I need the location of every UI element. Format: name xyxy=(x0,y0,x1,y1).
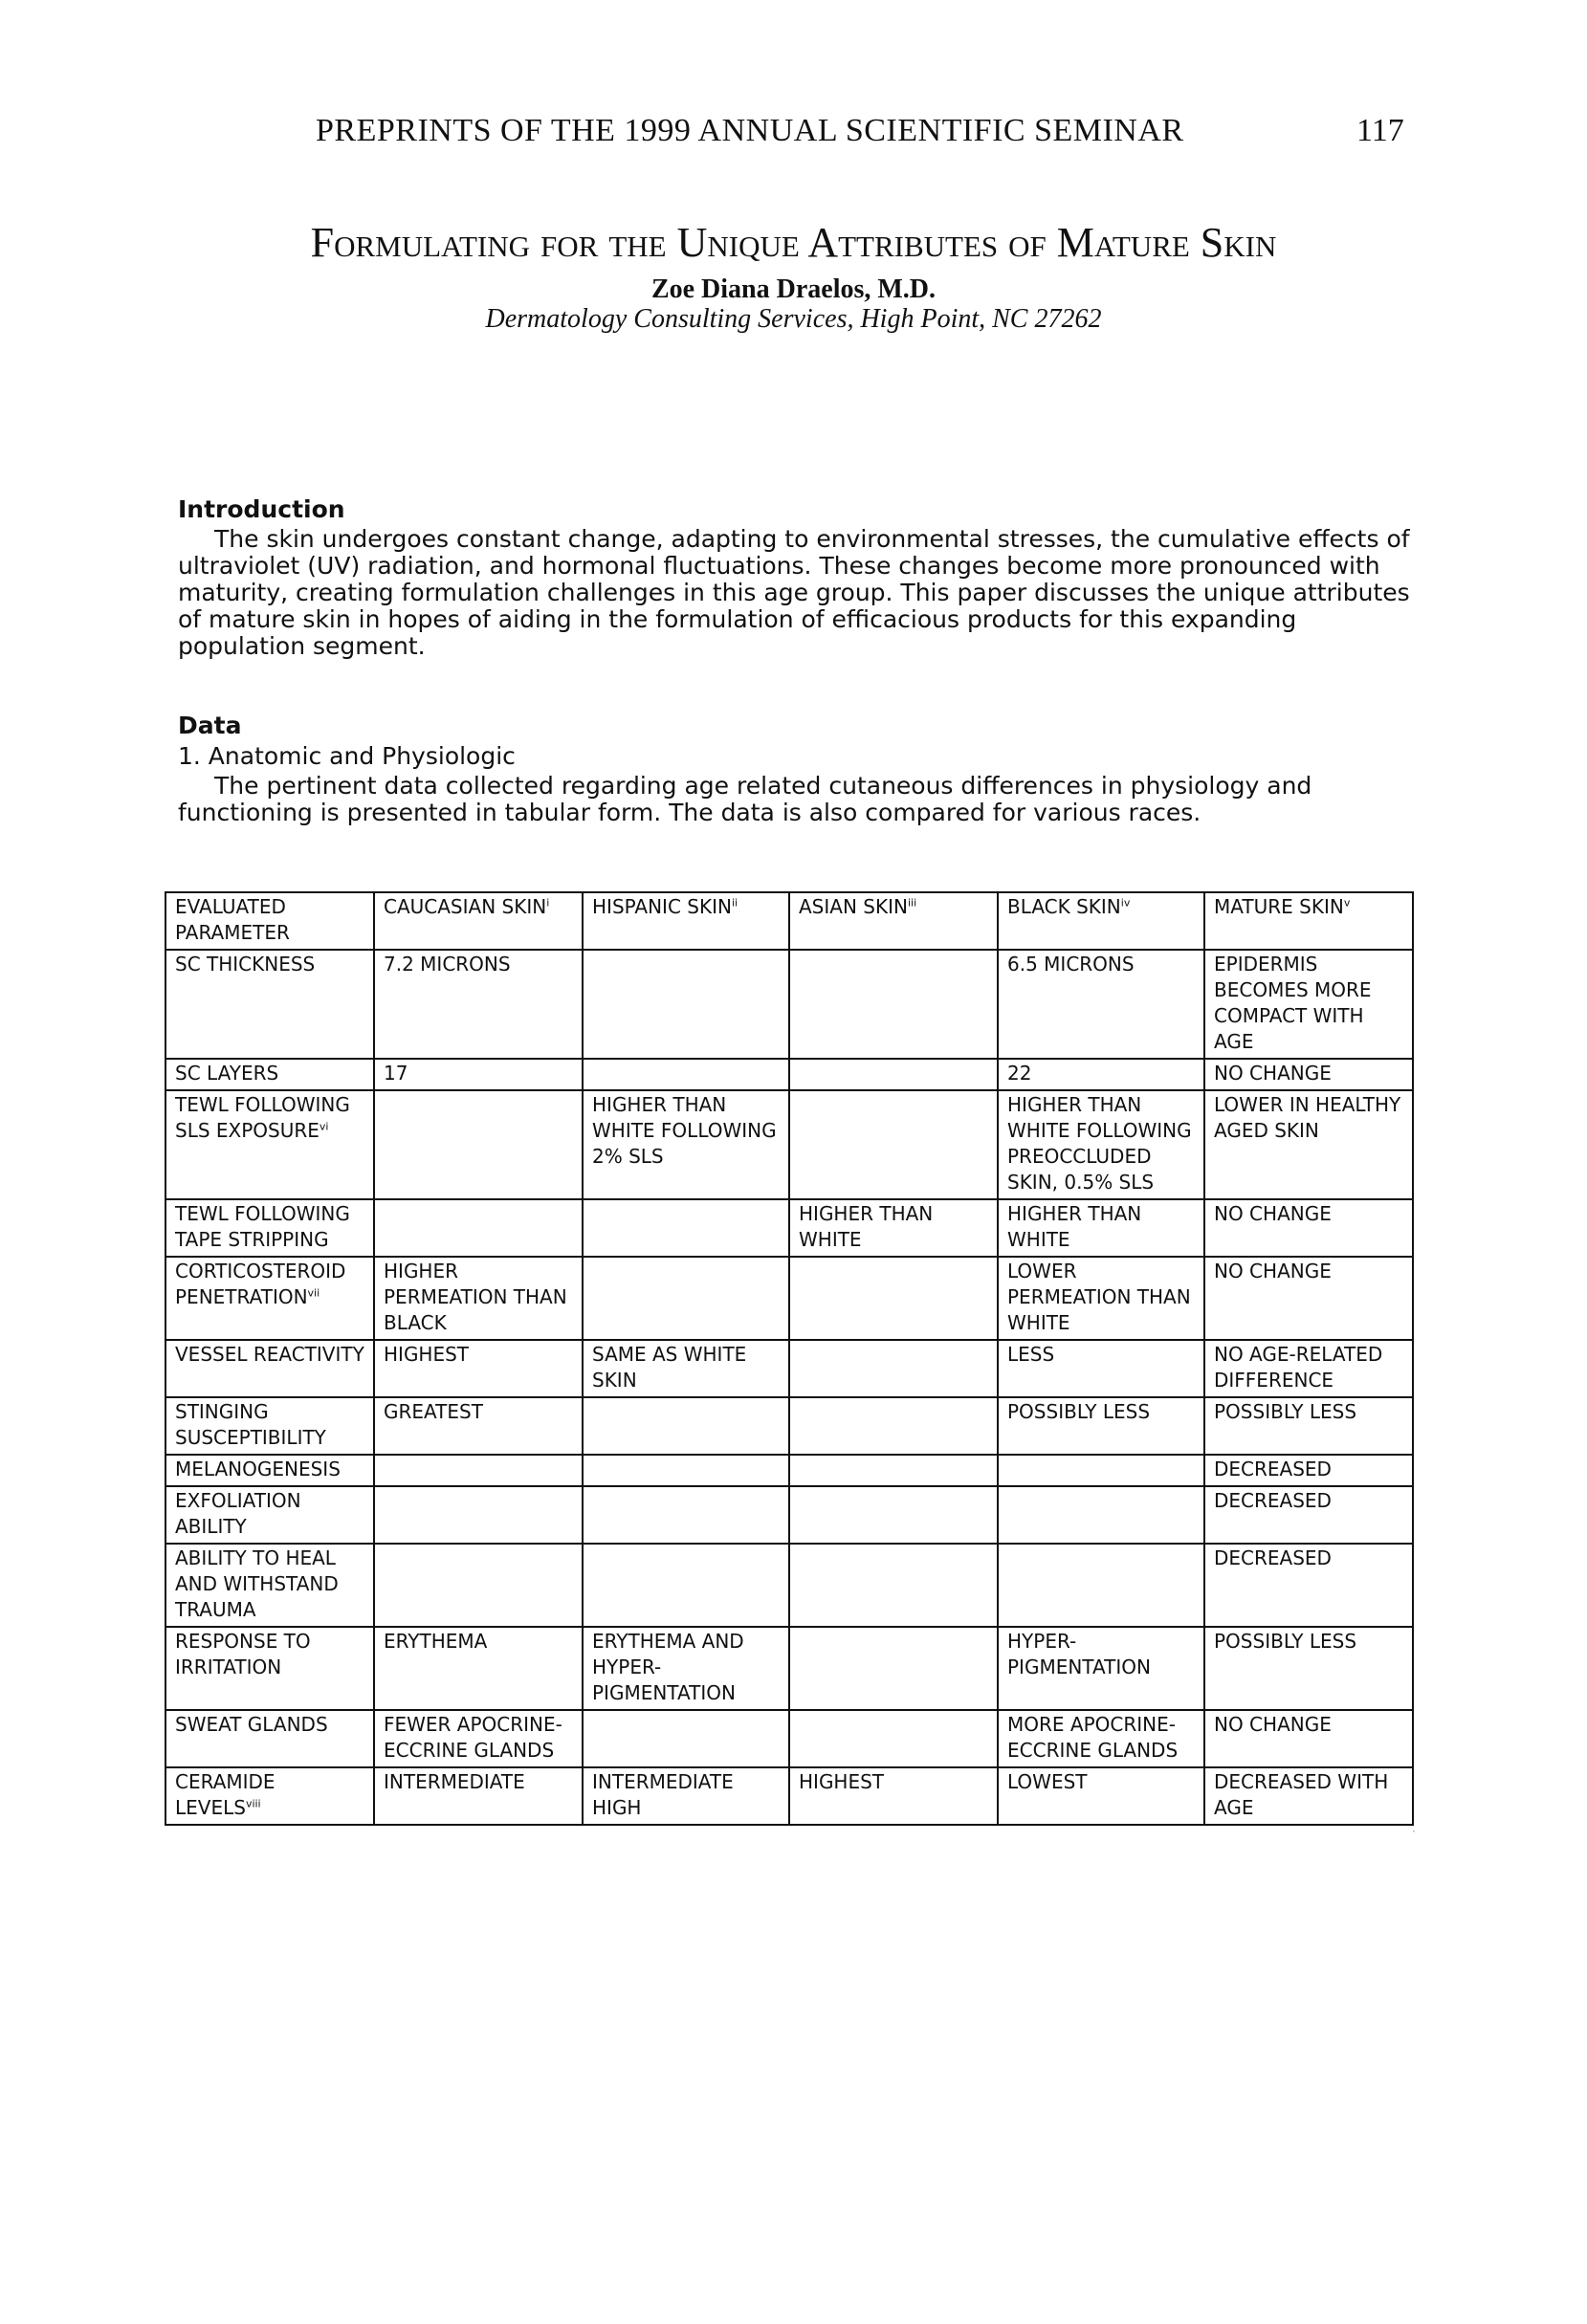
table-cell: EPIDERMIS BECOMES MORE COMPACT WITH AGE xyxy=(1204,950,1413,1059)
table-cell: INTERMEDIATE HIGH xyxy=(583,1767,789,1825)
column-header xyxy=(583,892,789,950)
parameter-cell xyxy=(165,1257,374,1340)
table-cell: GREATEST xyxy=(374,1397,583,1455)
table-row xyxy=(165,950,1413,1059)
table-cell: DECREASED xyxy=(1204,1455,1413,1486)
citation-marker: v xyxy=(1343,896,1351,910)
table-row xyxy=(165,1710,1413,1767)
parameter-label: RESPONSE TO IRRITATION xyxy=(175,1630,311,1678)
table-cell: 17 xyxy=(374,1059,583,1090)
table-cell: HIGHEST xyxy=(789,1767,998,1825)
table-cell xyxy=(998,1455,1204,1486)
scan-mark: · xyxy=(1412,1825,1416,1838)
table-cell: HIGHER THAN WHITE FOLLOWING 2% SLS xyxy=(583,1090,789,1199)
column-header-label: MATURE SKIN xyxy=(1214,895,1344,918)
table-row xyxy=(165,1059,1413,1090)
table-cell: LOWER PERMEATION THAN WHITE xyxy=(998,1257,1204,1340)
table-cell xyxy=(789,1455,998,1486)
column-header-label: CAUCASIAN SKIN xyxy=(384,895,547,918)
article-affiliation: Dermatology Consulting Services, High Point, NC 27262 xyxy=(485,304,1102,334)
parameter-cell xyxy=(165,1397,374,1455)
data-heading: Data xyxy=(178,712,242,739)
column-header-label: BLACK SKIN xyxy=(1007,895,1121,918)
parameter-label: TEWL FOLLOWING TAPE STRIPPING xyxy=(175,1202,350,1251)
table-cell: DECREASED xyxy=(1204,1486,1413,1544)
citation-marker: iv xyxy=(1120,896,1131,910)
table-row xyxy=(165,1340,1413,1397)
table-cell: HIGHEST xyxy=(374,1340,583,1397)
table-cell xyxy=(789,1340,998,1397)
table-cell: 7.2 MICRONS xyxy=(374,950,583,1059)
table-cell: NO CHANGE xyxy=(1204,1059,1413,1090)
table-cell xyxy=(789,1544,998,1627)
table-cell xyxy=(583,1257,789,1340)
parameter-cell xyxy=(165,1455,374,1486)
table-cell xyxy=(583,1710,789,1767)
table-cell xyxy=(374,1544,583,1627)
table-cell xyxy=(789,1059,998,1090)
table-cell xyxy=(583,1455,789,1486)
table-cell: INTERMEDIATE xyxy=(374,1767,583,1825)
table-header xyxy=(165,892,1413,950)
table-cell: HYPER-PIGMENTATION xyxy=(998,1627,1204,1710)
table-cell: 6.5 MICRONS xyxy=(998,950,1204,1059)
table-cell: HIGHER PERMEATION THAN BLACK xyxy=(374,1257,583,1340)
introduction-paragraph: The skin undergoes constant change, adapting to environmental stresses, the cumulative effects of ultraviolet (UV) radiation, and hormonal fluctuations. These changes become more pronounced with maturity, creating formulation challenges in this age group. This paper discusses the unique attributes of mature skin in hopes of aiding in the formulation of efficacious products for this expanding population segment. xyxy=(178,525,1410,660)
parameter-cell xyxy=(165,1767,374,1825)
citation-marker: iii xyxy=(907,896,917,910)
anatomic-subheading: 1. Anatomic and Physiologic xyxy=(178,742,516,770)
table-cell xyxy=(583,1544,789,1627)
table-row xyxy=(165,1627,1413,1710)
parameter-label: CORTICOSTEROID PENETRATION xyxy=(175,1260,346,1308)
citation-marker: i xyxy=(546,896,550,910)
parameter-cell xyxy=(165,1710,374,1767)
parameter-cell xyxy=(165,1090,374,1199)
table-row xyxy=(165,1090,1413,1199)
parameter-cell xyxy=(165,950,374,1059)
column-header xyxy=(165,892,374,950)
column-header xyxy=(998,892,1204,950)
table-cell: NO CHANGE xyxy=(1204,1710,1413,1767)
table-cell: FEWER APOCRINE-ECCRINE GLANDS xyxy=(374,1710,583,1767)
table-cell xyxy=(583,950,789,1059)
table-cell: 22 xyxy=(998,1059,1204,1090)
table-cell: NO AGE-RELATED DIFFERENCE xyxy=(1204,1340,1413,1397)
table-cell xyxy=(789,1397,998,1455)
parameter-label: SC THICKNESS xyxy=(175,953,316,976)
introduction-heading: Introduction xyxy=(178,495,345,523)
table-row xyxy=(165,1397,1413,1455)
table-cell: ERYTHEMA AND HYPER-PIGMENTATION xyxy=(583,1627,789,1710)
parameter-cell xyxy=(165,1544,374,1627)
article-author: Zoe Diana Draelos, M.D. xyxy=(650,274,937,304)
parameter-label: SWEAT GLANDS xyxy=(175,1713,328,1736)
table-cell xyxy=(583,1486,789,1544)
article-title: Formulating for the Unique Attributes of Mature Skin xyxy=(310,219,1277,266)
table-cell xyxy=(998,1544,1204,1627)
parameter-label: STINGING SUSCEPTIBILITY xyxy=(175,1400,326,1449)
running-header-title: PREPRINTS OF THE 1999 ANNUAL SCIENTIFIC SEMINAR xyxy=(316,113,1184,148)
table-cell xyxy=(789,1627,998,1710)
parameter-label: ABILITY TO HEAL AND WITHSTAND TRAUMA xyxy=(175,1546,339,1621)
data-paragraph: The pertinent data collected regarding age related cutaneous differences in physiology and functioning is presented in tabular form. The data is also compared for various races. xyxy=(178,772,1312,826)
citation-marker: vii xyxy=(307,1286,320,1300)
table-cell: HIGHER THAN WHITE FOLLOWING PREOCCLUDED SKIN, 0.5% SLS xyxy=(998,1090,1204,1199)
parameter-label: SC LAYERS xyxy=(175,1062,279,1085)
table-body xyxy=(165,950,1413,1825)
table-row xyxy=(165,1455,1413,1486)
column-header xyxy=(1204,892,1413,950)
column-header-label: EVALUATED PARAMETER xyxy=(175,895,290,944)
column-header xyxy=(374,892,583,950)
table-cell xyxy=(998,1486,1204,1544)
table-cell: LOWER IN HEALTHY AGED SKIN xyxy=(1204,1090,1413,1199)
table-cell: NO CHANGE xyxy=(1204,1257,1413,1340)
parameter-cell xyxy=(165,1340,374,1397)
citation-marker: vi xyxy=(319,1120,329,1133)
table-cell xyxy=(789,1710,998,1767)
table-row xyxy=(165,1486,1413,1544)
parameter-label: MELANOGENESIS xyxy=(175,1458,341,1480)
table-cell: POSSIBLY LESS xyxy=(1204,1397,1413,1455)
table-cell: LESS xyxy=(998,1340,1204,1397)
parameter-cell xyxy=(165,1486,374,1544)
table-cell xyxy=(789,950,998,1059)
table-row xyxy=(165,1544,1413,1627)
parameter-label: CERAMIDE LEVELS xyxy=(175,1770,276,1819)
table-cell: ERYTHEMA xyxy=(374,1627,583,1710)
table-cell: DECREASED xyxy=(1204,1544,1413,1627)
table-cell: POSSIBLY LESS xyxy=(998,1397,1204,1455)
column-header-label: HISPANIC SKIN xyxy=(592,895,732,918)
column-header xyxy=(789,892,998,950)
table-cell: HIGHER THAN WHITE xyxy=(789,1199,998,1257)
table-cell xyxy=(583,1059,789,1090)
table-row xyxy=(165,1199,1413,1257)
parameter-cell xyxy=(165,1199,374,1257)
table-cell xyxy=(789,1257,998,1340)
parameter-cell xyxy=(165,1627,374,1710)
skin-attributes-table xyxy=(165,891,1414,1826)
table-cell xyxy=(374,1455,583,1486)
citation-marker: viii xyxy=(245,1797,261,1810)
table-header-row xyxy=(165,892,1413,950)
table-cell: SAME AS WHITE SKIN xyxy=(583,1340,789,1397)
table-cell: HIGHER THAN WHITE xyxy=(998,1199,1204,1257)
table-cell: NO CHANGE xyxy=(1204,1199,1413,1257)
parameter-cell xyxy=(165,1059,374,1090)
table-cell xyxy=(583,1397,789,1455)
table-row xyxy=(165,1767,1413,1825)
table-cell xyxy=(374,1090,583,1199)
table-cell xyxy=(789,1090,998,1199)
table-cell: MORE APOCRINE-ECCRINE GLANDS xyxy=(998,1710,1204,1767)
table-row xyxy=(165,1257,1413,1340)
table-cell xyxy=(789,1486,998,1544)
citation-marker: ii xyxy=(731,896,738,910)
page-number: 117 xyxy=(1356,113,1404,148)
column-header-label: ASIAN SKIN xyxy=(799,895,908,918)
parameter-label: VESSEL REACTIVITY xyxy=(175,1343,364,1366)
table-cell xyxy=(583,1199,789,1257)
table-cell: DECREASED WITH AGE xyxy=(1204,1767,1413,1825)
table-cell xyxy=(374,1199,583,1257)
table-cell: LOWEST xyxy=(998,1767,1204,1825)
table-cell: POSSIBLY LESS xyxy=(1204,1627,1413,1710)
table-cell xyxy=(374,1486,583,1544)
parameter-label: TEWL FOLLOWING SLS EXPOSURE xyxy=(175,1093,350,1142)
parameter-label: EXFOLIATION ABILITY xyxy=(175,1489,301,1538)
